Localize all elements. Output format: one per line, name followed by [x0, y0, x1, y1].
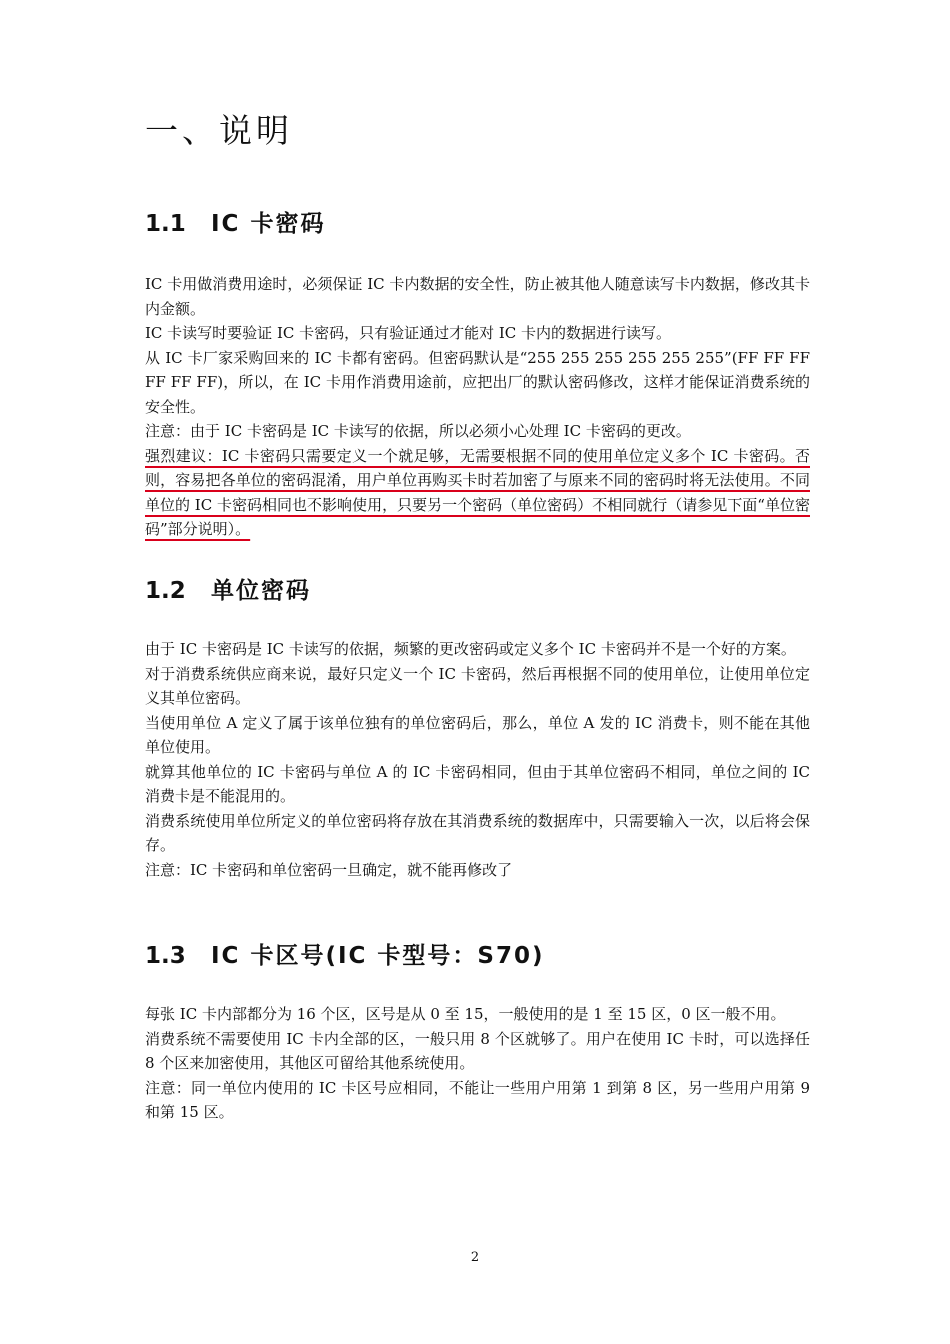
paragraph: 每张 IC 卡内部都分为 16 个区，区号是从 0 至 15，一般使用的是 1 至 15 区，0 区一般不用。	[145, 1005, 786, 1023]
paragraph: 当使用单位 A 定义了属于该单位独有的单位密码后，那么，单位 A 发的 IC 消费卡，则不能在其他单位使用。	[145, 713, 810, 756]
section-body-1-2	[145, 637, 810, 882]
section-number: 1.3	[145, 943, 186, 969]
paragraph: 注意：同一单位内使用的 IC 卡区号应相同，不能让一些用户用第 1 到第 8 区，另一些用户用第 9 和第 15 区。	[145, 1078, 810, 1121]
paragraph: 消费系统使用单位所定义的单位密码将存放在其消费系统的数据库中，只需要输入一次，以后将会保存。	[145, 811, 810, 854]
section-heading-1-2	[145, 572, 311, 605]
paragraph: 从 IC 卡厂家采购回来的 IC 卡都有密码。但密码默认是“255 255 255 255 255 255”(FF FF FF FF FF FF)，所以，在 IC 卡用作消费用途前，应把出厂的默认密码修改，这样才能保证消费系统的安全性。	[145, 348, 810, 416]
section-body-1-1	[145, 272, 810, 542]
section-number: 1.2	[145, 578, 186, 604]
paragraph: 就算其他单位的 IC 卡密码与单位 A 的 IC 卡密码相同，但由于其单位密码不相同，单位之间的 IC 消费卡是不能混用的。	[145, 762, 810, 805]
paragraph: 注意：IC 卡密码和单位密码一旦确定，就不能再修改了	[145, 860, 513, 879]
highlighted-recommendation: 强烈建议：IC 卡密码只需要定义一个就足够，无需要根据不同的使用单位定义多个 IC 卡密码。否则，容易把各单位的密码混淆，用户单位再购买卡时若加密了与原来不同的密码时将无法使用。不同单位的 IC 卡密码相同也不影响使用，只要另一个密码（单位密码）不相同就行（请参见下面“单位密码”部分说明）。	[145, 446, 810, 538]
paragraph: 由于 IC 卡密码是 IC 卡读写的依据，频繁的更改密码或定义多个 IC 卡密码并不是一个好的方案。	[145, 640, 796, 658]
paragraph: 注意：由于 IC 卡密码是 IC 卡读写的依据，所以必须小心处理 IC 卡密码的更改。	[145, 422, 691, 440]
section-heading-1-3	[145, 937, 544, 970]
page-number: 2	[470, 1250, 480, 1265]
section-title: IC 卡密码	[211, 211, 326, 237]
paragraph: IC 卡读写时要验证 IC 卡密码，只有验证通过才能对 IC 卡内的数据进行读写。	[145, 324, 672, 342]
paragraph: IC 卡用做消费用途时，必须保证 IC 卡内数据的安全性，防止被其他人随意读写卡内数据，修改其卡内金额。	[145, 275, 810, 318]
paragraph: 对于消费系统供应商来说，最好只定义一个 IC 卡密码，然后再根据不同的使用单位，让使用单位定义其单位密码。	[145, 664, 810, 707]
section-title: IC 卡区号(IC 卡型号：S70)	[211, 943, 545, 969]
section-body-1-3	[145, 1002, 810, 1125]
paragraph: 消费系统不需要使用 IC 卡内全部的区，一般只用 8 个区就够了。用户在使用 IC 卡时，可以选择任 8 个区来加密使用，其他区可留给其他系统使用。	[145, 1029, 810, 1072]
section-title: 单位密码	[211, 578, 311, 604]
chapter-heading: 一、说明	[145, 111, 293, 150]
section-heading-1-1	[145, 205, 325, 238]
section-number: 1.1	[145, 211, 186, 237]
